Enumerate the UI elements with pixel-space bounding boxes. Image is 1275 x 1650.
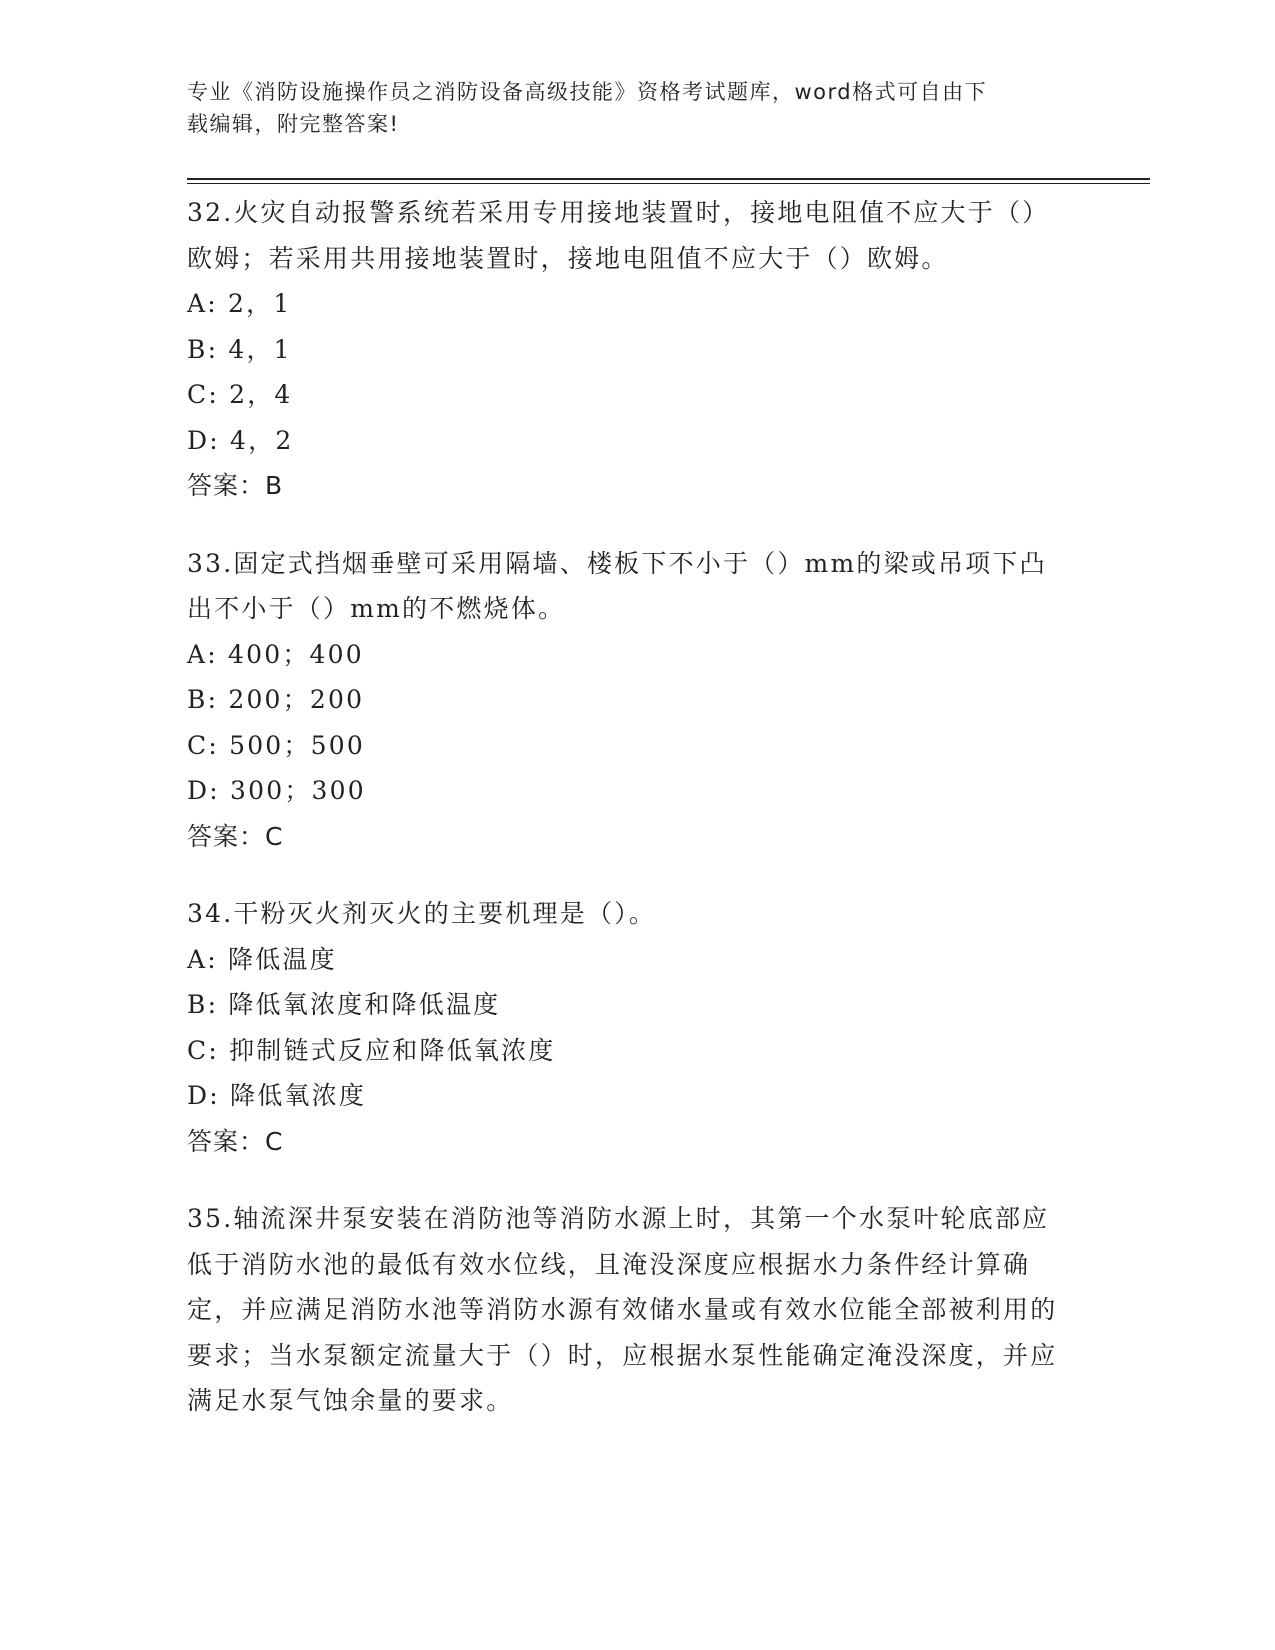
header-divider-thin [187, 183, 1150, 184]
option-c: C: 500；500 [187, 730, 365, 760]
question-33 [187, 541, 1067, 860]
question-34 [187, 891, 1067, 1164]
option-b: B: 降低氧浓度和降低温度 [187, 990, 501, 1019]
option-c: C: 抑制链式反应和降低氧浓度 [187, 1035, 556, 1065]
answer: 答案：B [187, 471, 284, 500]
question-text: 32.火灾自动报警系统若采用专用接地装置时，接地电阻值不应大于（）欧姆；若采用共用接地装置时，接地电阻值不应大于（）欧姆。 [187, 198, 1050, 273]
header-line-2: 载编辑，附完整答案! [187, 112, 400, 136]
document-header [187, 76, 1067, 140]
question-35 [187, 1196, 1067, 1424]
option-d: D: 降低氧浓度 [187, 1081, 367, 1110]
answer: 答案：C [187, 1126, 284, 1156]
question-list [187, 190, 1067, 1456]
header-divider-thick [187, 178, 1150, 180]
option-b: B: 4，1 [187, 334, 292, 364]
option-a: A: 400；400 [187, 639, 364, 669]
option-d: D: 4，2 [187, 425, 294, 455]
header-line-1: 专业《消防设施操作员之消防设备高级技能》资格考试题库，word格式可自由下 [187, 80, 988, 104]
question-32 [187, 190, 1067, 509]
question-text: 35.轴流深井泵安装在消防池等消防水源上时，其第一个水泵叶轮底部应低于消防水池的最低有效水位线，且淹没深度应根据水力条件经计算确定，并应满足消防水池等消防水源有效储水量或有效水位能全部被利用的要求；当水泵额定流量大于（）时，应根据水泵性能确定淹没深度，并应满足水泵气蚀余量的要求。 [187, 1204, 1058, 1415]
question-text: 33.固定式挡烟垂壁可采用隔墙、楼板下不小于（）mm的梁或吊项下凸出不小于（）mm的不燃烧体。 [187, 548, 1047, 623]
option-a: A: 2，1 [187, 289, 292, 318]
answer: 答案：C [187, 821, 284, 851]
option-b: B: 200；200 [187, 685, 365, 714]
option-a: A: 降低温度 [187, 944, 337, 974]
option-d: D: 300；300 [187, 776, 366, 805]
question-text: 34.干粉灭火剂灭火的主要机理是（）。 [187, 899, 657, 928]
option-c: C: 2，4 [187, 380, 293, 409]
